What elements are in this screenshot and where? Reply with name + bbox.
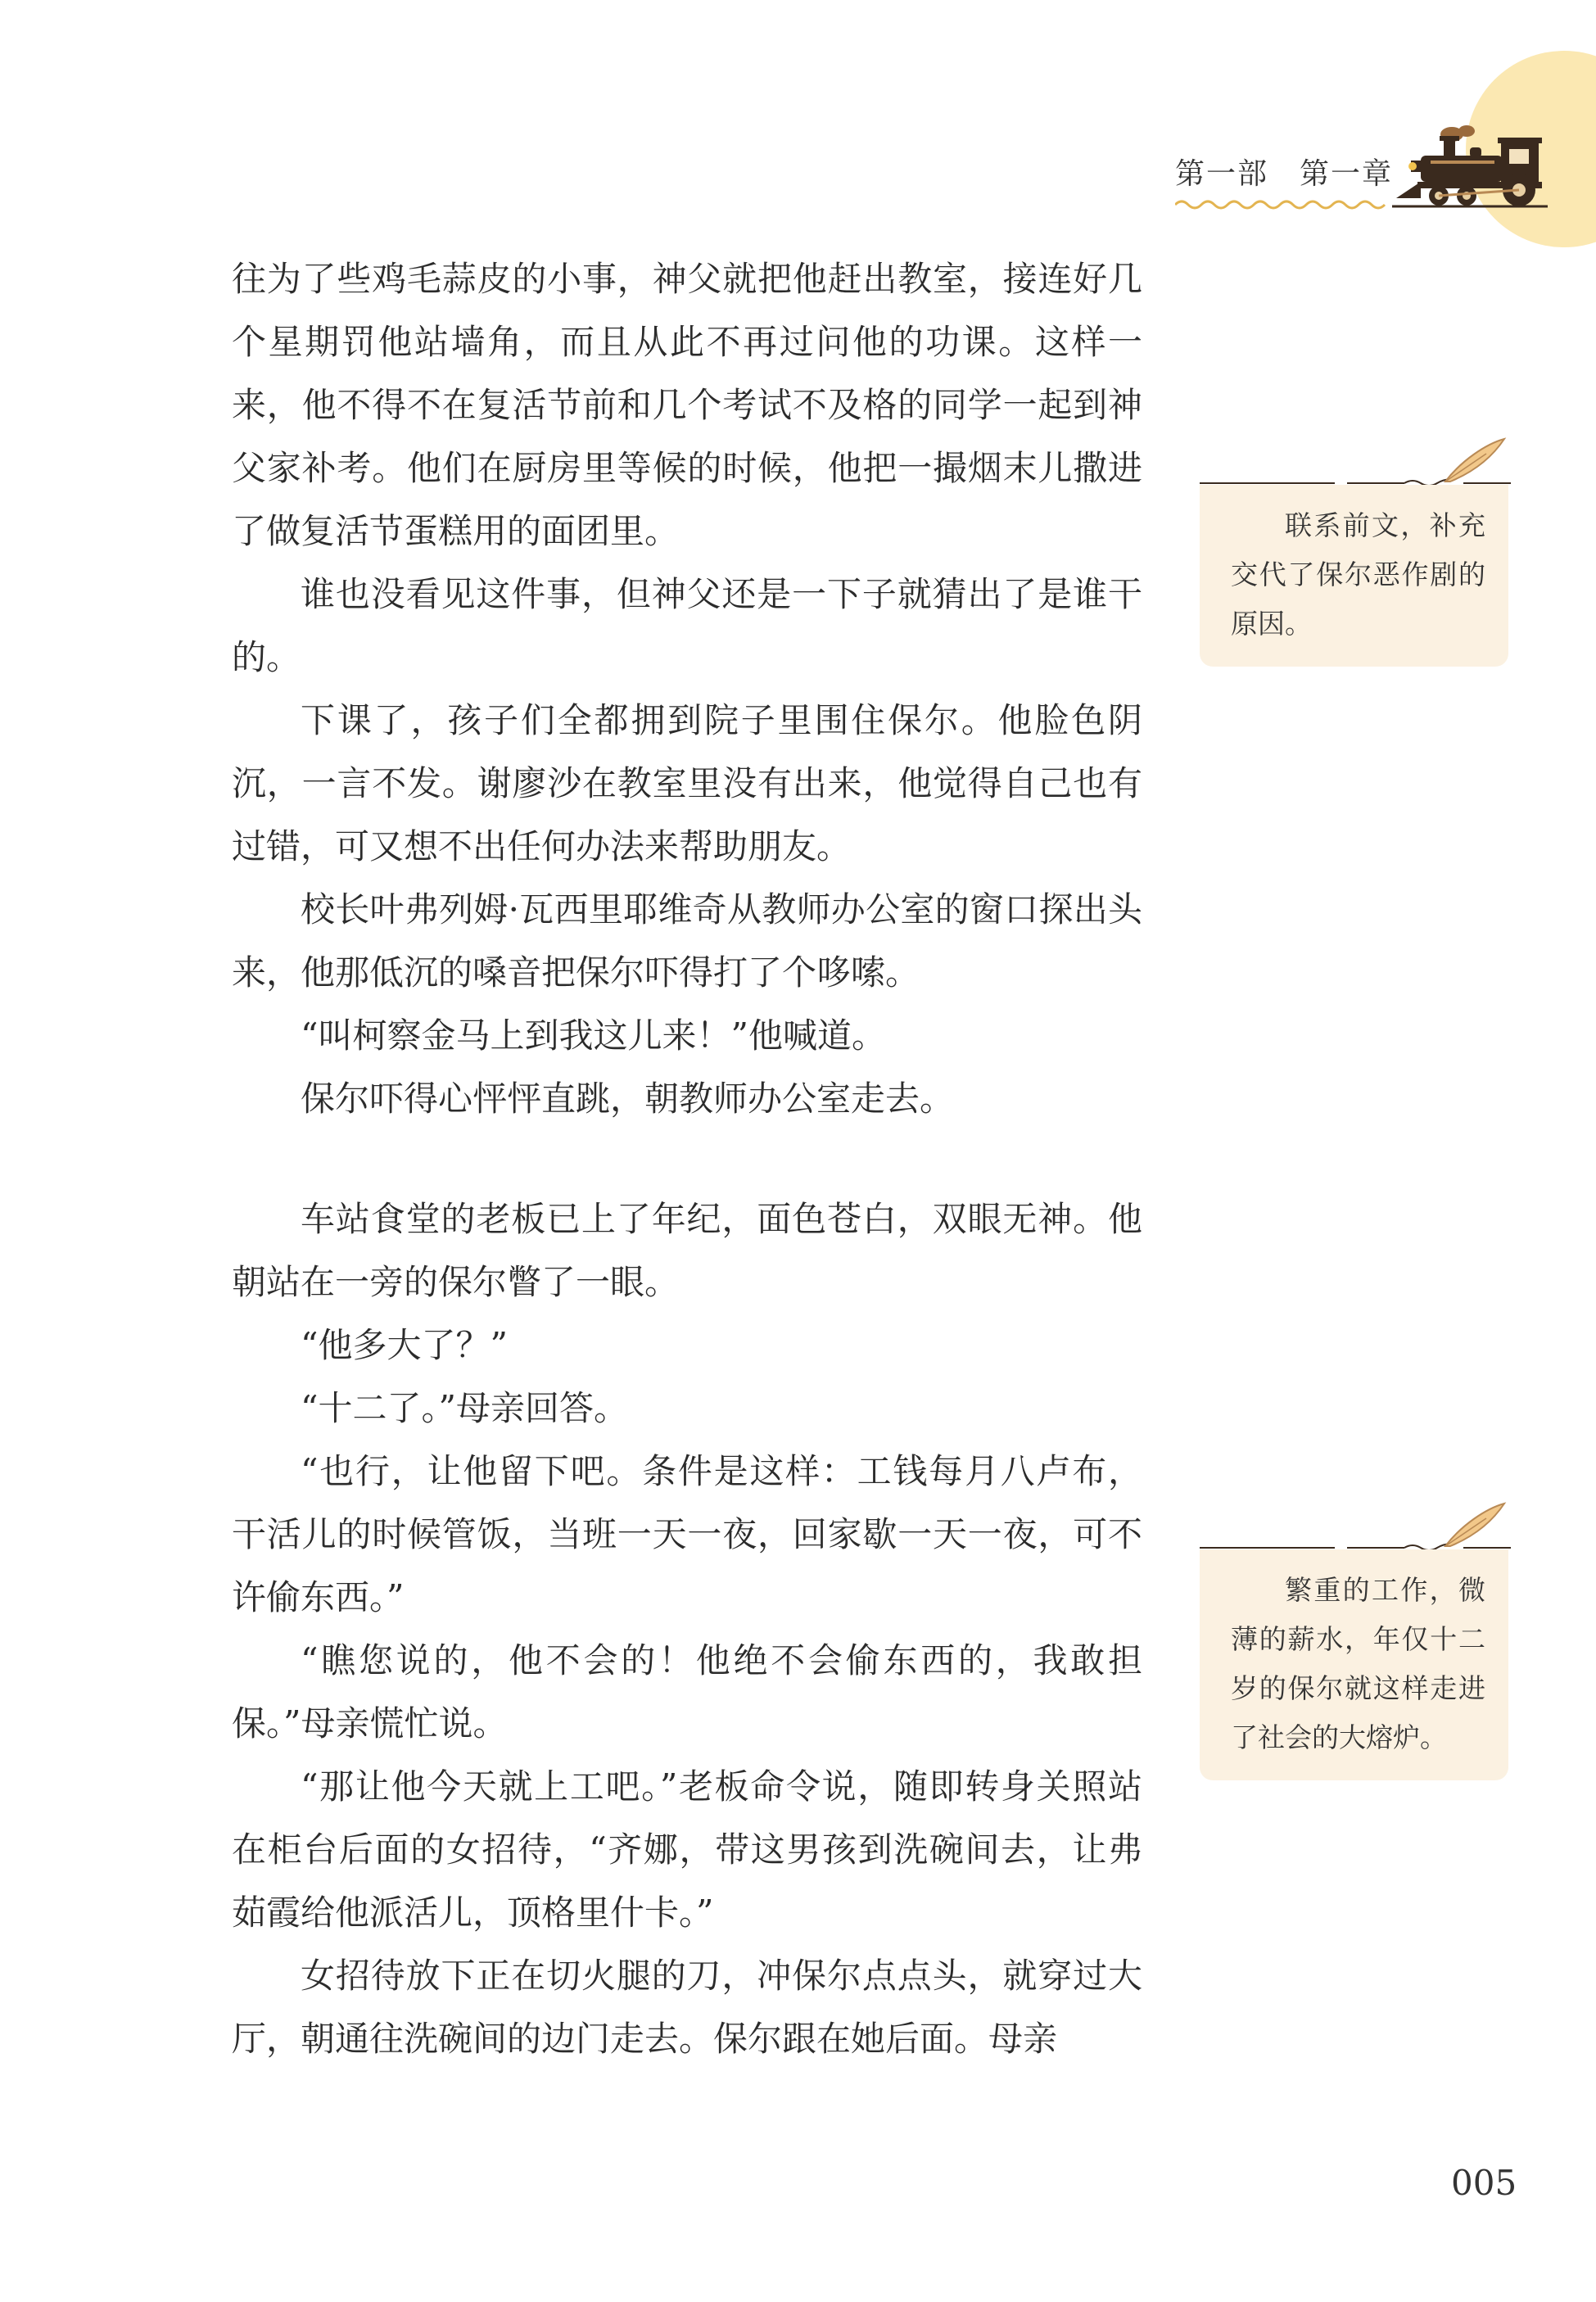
paragraph: “也行，让他留下吧。条件是这样：工钱每月八卢布，干活儿的时候管饭，当班一天一夜，回家歇一天一夜，可不许偷东西。”: [232, 1451, 1142, 1617]
main-text: [232, 247, 1142, 2070]
side-note: 繁重的工作，微薄的薪水，年仅十二岁的保尔就这样走进了社会的大熔炉。: [1200, 1549, 1508, 1780]
paragraph: “他多大了？”: [301, 1325, 508, 1365]
paragraph: 下课了，孩子们全都拥到院子里围住保尔。他脸色阴沉，一言不发。谢廖沙在教室里没有出来，他觉得自己也有过错，可又想不出任何办法来帮助朋友。: [232, 700, 1142, 866]
page-number: 005: [1451, 2163, 1517, 2203]
chapter-heading: [1175, 151, 1393, 192]
quill-pen-icon: [1200, 1500, 1511, 1549]
section-gap: [232, 1130, 1142, 1187]
chapter-label: 第一章: [1300, 157, 1394, 191]
paragraph: 车站食堂的老板已上了年纪，面色苍白，双眼无神。他朝站在一旁的保尔瞥了一眼。: [232, 1199, 1142, 1302]
steam-locomotive-icon: [1388, 123, 1552, 209]
paragraph: “十二了。”母亲回答。: [301, 1388, 628, 1428]
paragraph: “那让他今天就上工吧。”老板命令说，随即转身关照站在柜台后面的女招待，“齐娜，带这男孩到洗碗间去，让弗茹霞给他派活儿，顶格里什卡。”: [232, 1766, 1142, 1933]
quill-pen-icon: [1200, 436, 1511, 485]
part-label: 第一部: [1175, 157, 1269, 191]
paragraph: 校长叶弗列姆·瓦西里耶维奇从教师办公室的窗口探出头来，他那低沉的嗓音把保尔吓得打了个哆嗦。: [232, 889, 1142, 993]
paragraph: 往为了些鸡毛蒜皮的小事，神父就把他赶出教室，接连好几个星期罚他站墙角，而且从此不再过问他的功课。这样一来，他不得不在复活节前和几个考试不及格的同学一起到神父家补考。他们在厨房里等候的时候，他把一撮烟末儿撒进了做复活节蛋糕用的面团里。: [232, 259, 1142, 551]
header-wave-divider: [1175, 197, 1388, 213]
side-note: 联系前文，补充交代了保尔恶作剧的原因。: [1200, 485, 1508, 667]
paragraph: 保尔吓得心怦怦直跳，朝教师办公室走去。: [301, 1079, 955, 1119]
paragraph: 谁也没看见这件事，但神父还是一下子就猜出了是谁干的。: [232, 574, 1142, 677]
paragraph: “叫柯察金马上到我这儿来！”他喊道。: [301, 1015, 886, 1056]
paragraph: 女招待放下正在切火腿的刀，冲保尔点点头，就穿过大厅，朝通往洗碗间的边门走去。保尔跟在她后面。母亲: [232, 1956, 1142, 2059]
paragraph: “瞧您说的，他不会的！他绝不会偷东西的，我敢担保。”母亲慌忙说。: [232, 1640, 1142, 1743]
